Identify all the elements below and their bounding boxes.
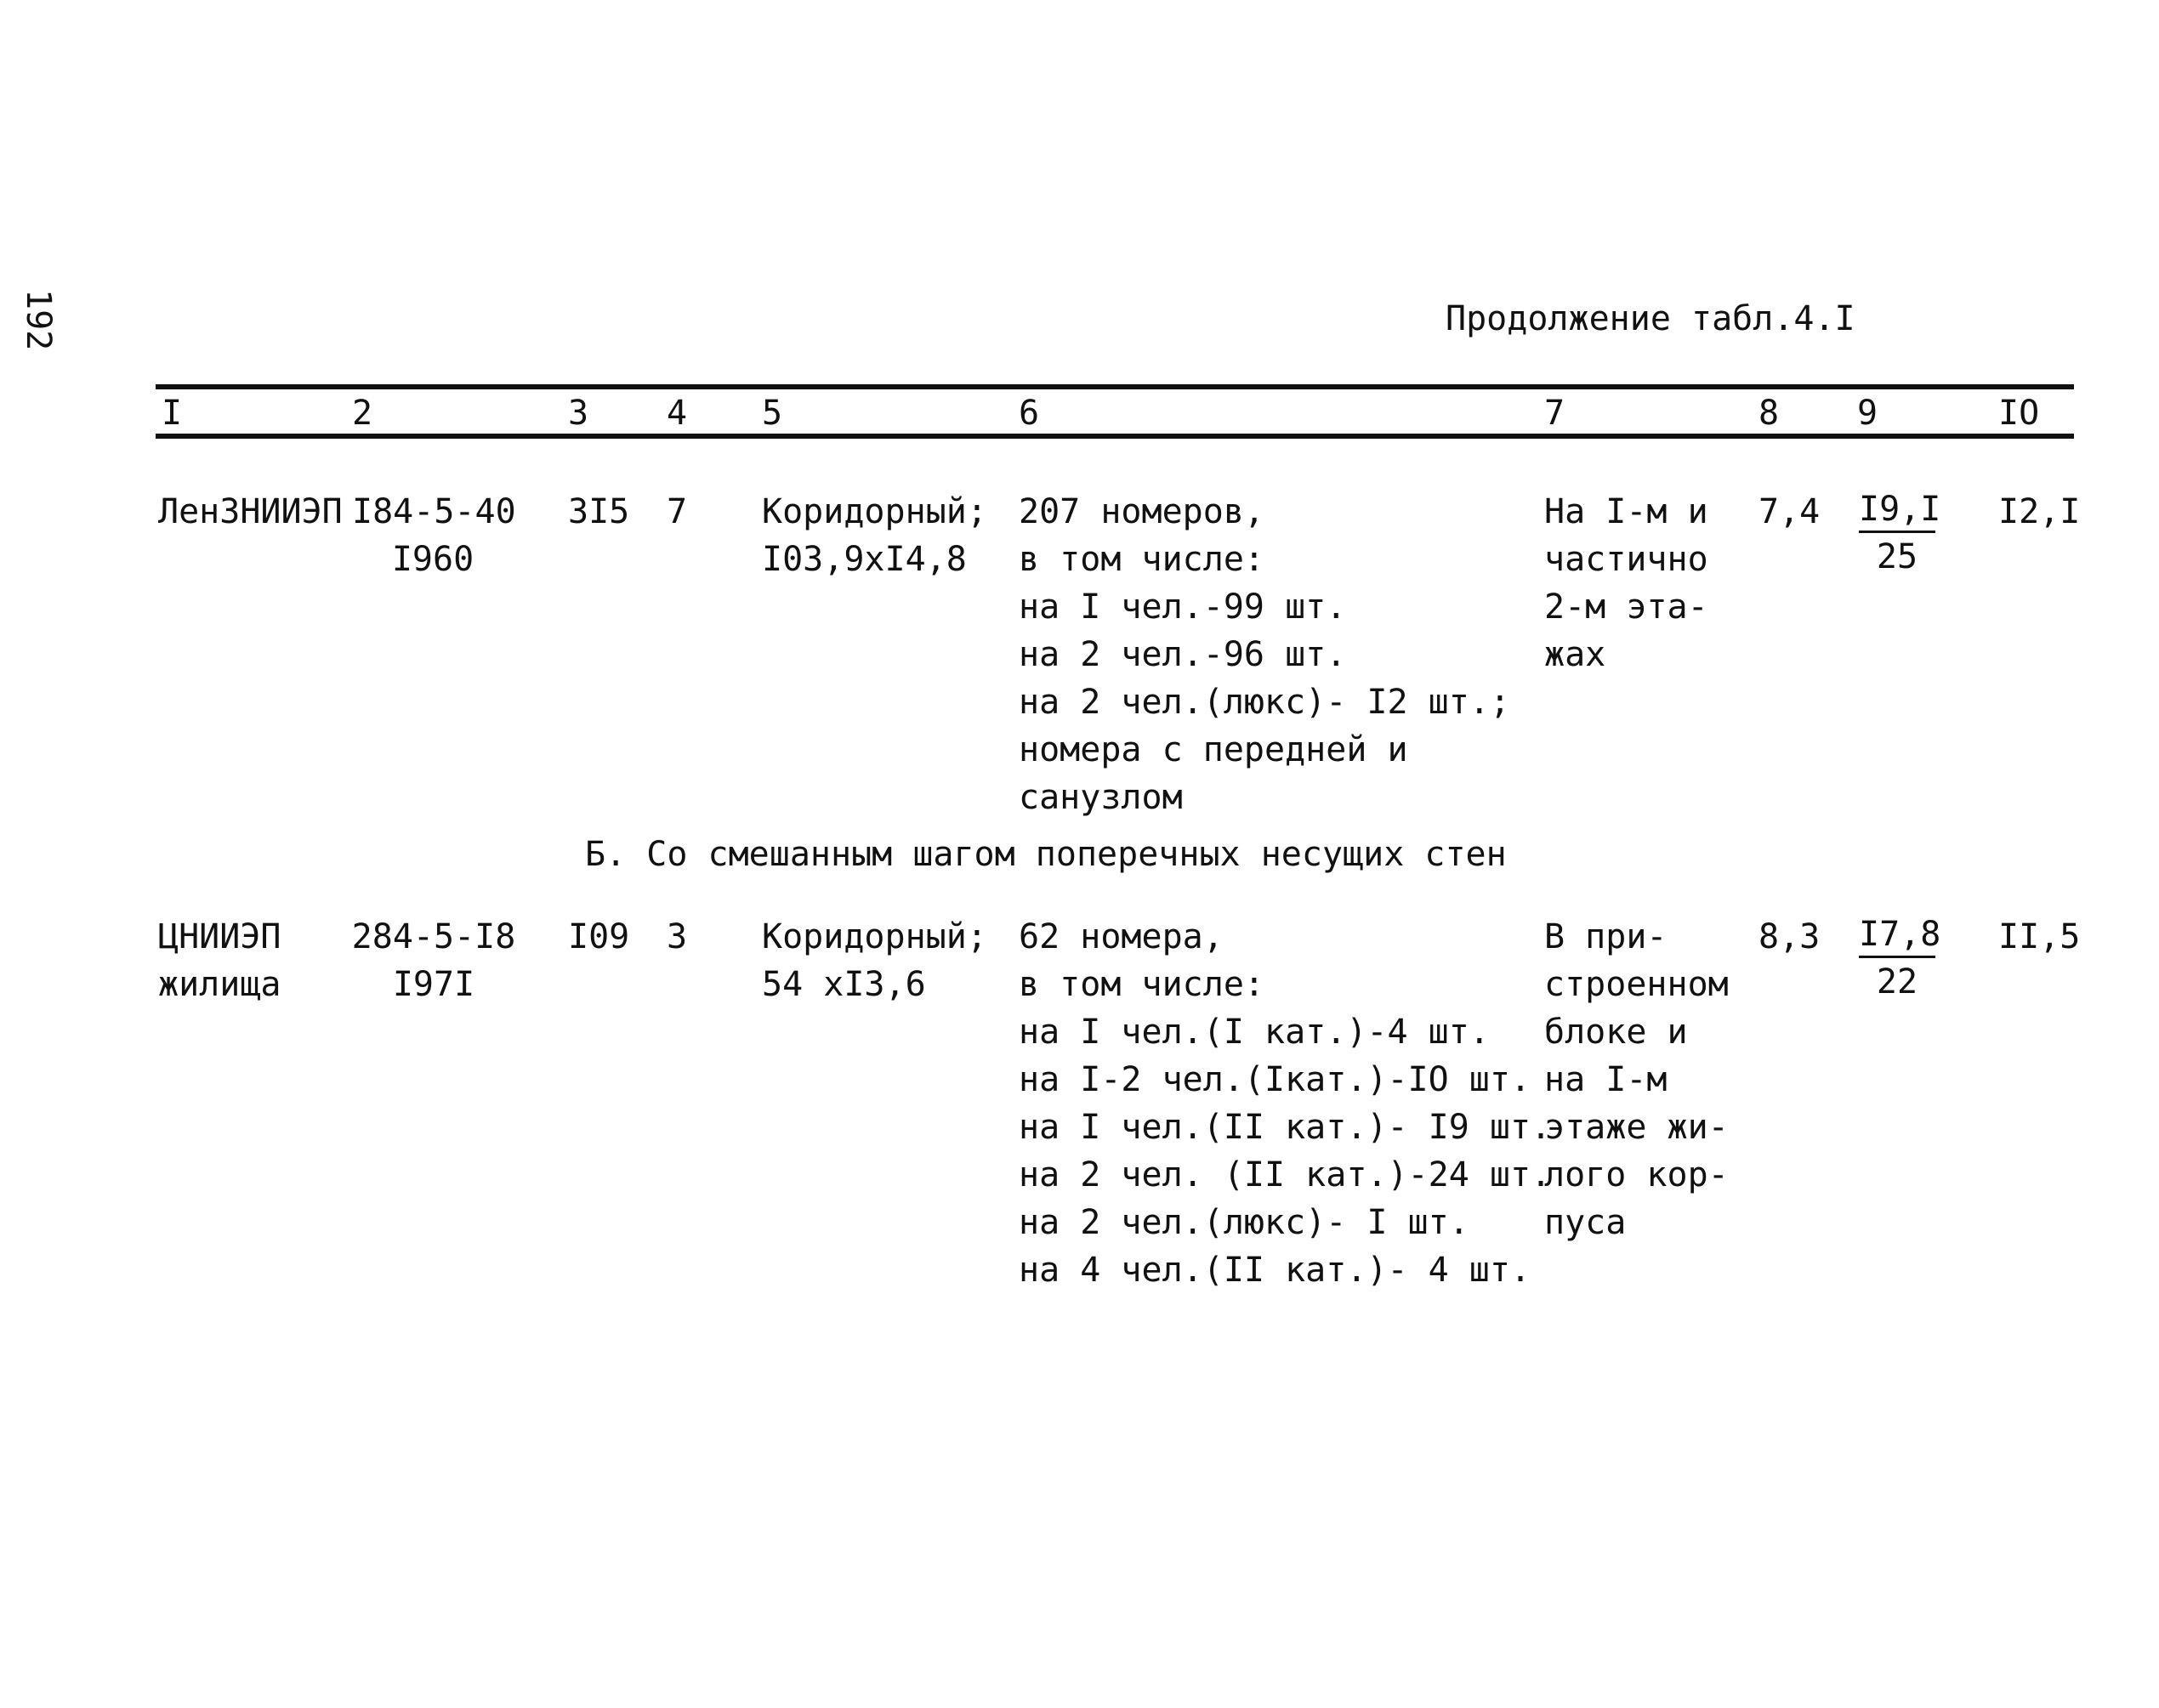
row1-layout-type: Коридорный; [762,492,987,531]
row1-col9-numerator: I9,I [1859,488,1935,533]
row1-col9-fraction [1850,488,1944,581]
row2-organization-line: жилища [158,965,281,1004]
row2-rooms-line: на 2 чел.(люкс)- I шт. [1019,1203,1469,1242]
col-header-3: 3 [568,394,589,433]
row1-placement-line: частично [1544,540,1708,579]
row1-placement-line: 2-м эта- [1544,587,1708,627]
row2-rooms-line: в том числе: [1019,965,1264,1004]
row2-placement-line: на I-м [1544,1060,1668,1099]
row1-col3-value: 3I5 [568,492,630,531]
row1-rooms-line: на 2 чел.(люкс)- I2 шт.; [1019,683,1510,722]
row1-rooms-line: на 2 чел.-96 шт. [1019,635,1347,674]
row2-project [349,913,519,1008]
row2-placement-line: этаже жи- [1544,1108,1729,1147]
row1-rooms [1019,488,1510,821]
row2-rooms-line: на I чел.(I кат.)-4 шт. [1019,1013,1490,1052]
row1-rooms-line: 207 номеров, [1019,492,1264,531]
row1-col9-denominator: 25 [1876,537,1918,576]
row2-col3-value: I09 [568,917,630,956]
row2-layout [762,913,987,1008]
col-header-10: IO [1998,394,2040,433]
row2-col9-numerator: I7,8 [1859,913,1935,958]
row2-col4-value: 3 [667,917,688,956]
col-header-2: 2 [352,394,373,433]
col-header-8: 8 [1758,394,1780,433]
row2-placement-line: В при- [1544,917,1668,956]
row1-placement-line: На I-м и [1544,492,1708,531]
row1-project [352,488,514,583]
row1-organization [158,488,343,536]
col-header-9: 9 [1857,394,1878,433]
row1-layout-size: I03,9xI4,8 [762,540,967,579]
row2-col9-fraction [1850,913,1944,1006]
row2-col9-denominator: 22 [1876,962,1918,1002]
row1-placement-line: жах [1544,635,1606,674]
row2-rooms [1019,913,1551,1294]
row1-col10-value: I2,I [1998,492,2081,531]
row2-layout-type: Коридорный; [762,917,987,956]
row2-rooms-line: на 4 чел.(II кат.)- 4 шт. [1019,1251,1531,1290]
col-header-4: 4 [667,394,688,433]
row1-rooms-line: санузлом [1019,778,1183,817]
row1-organization-line: ЛенЗНИИЭП [158,492,343,531]
row2-organization [158,913,281,1008]
row1-layout [762,488,987,583]
row2-placement [1544,913,1729,1246]
row1-placement [1544,488,1708,678]
row1-col8-value: 7,4 [1758,492,1821,531]
row2-rooms-line: на 2 чел. (II кат.)-24 шт. [1019,1155,1552,1194]
row2-placement-line: лого кор- [1544,1155,1729,1194]
page-number: 192 [19,289,58,351]
row2-project-year: I97I [392,965,475,1004]
row1-project-year: I960 [391,540,474,579]
row2-placement-line: строенном [1544,965,1729,1004]
row2-layout-size: 54 xI3,6 [762,965,926,1004]
header-bottom-rule [156,434,2074,439]
col-header-6: 6 [1019,394,1040,433]
row1-col4-value: 7 [667,492,688,531]
row2-project-code: 284-5-I8 [351,917,516,956]
col-header-5: 5 [762,394,783,433]
row2-col8-value: 8,3 [1758,917,1821,956]
row1-rooms-line: номера с передней и [1019,730,1408,769]
row2-rooms-line: на I-2 чел.(Iкат.)-IO шт. [1019,1060,1531,1099]
row2-placement-line: блоке и [1544,1013,1688,1052]
row2-rooms-line: на I чел.(II кат.)- I9 шт. [1019,1108,1552,1147]
row2-placement-line: пуса [1544,1203,1627,1242]
table-caption: Продолжение табл.4.I [1446,299,1855,338]
row1-project-code: I84-5-40 [352,492,516,531]
row2-rooms-line: 62 номера, [1019,917,1224,956]
row1-rooms-line: на I чел.-99 шт. [1019,587,1347,627]
section-b-title: Б. Со смешанным шагом поперечных несущих стен [585,835,1507,874]
row1-rooms-line: в том числе: [1019,540,1264,579]
col-header-1: I [162,394,183,433]
header-top-rule [156,384,2074,389]
col-header-7: 7 [1544,394,1565,433]
row2-col10-value: II,5 [1998,917,2081,956]
row2-organization-line: ЦНИИЭП [158,917,281,956]
